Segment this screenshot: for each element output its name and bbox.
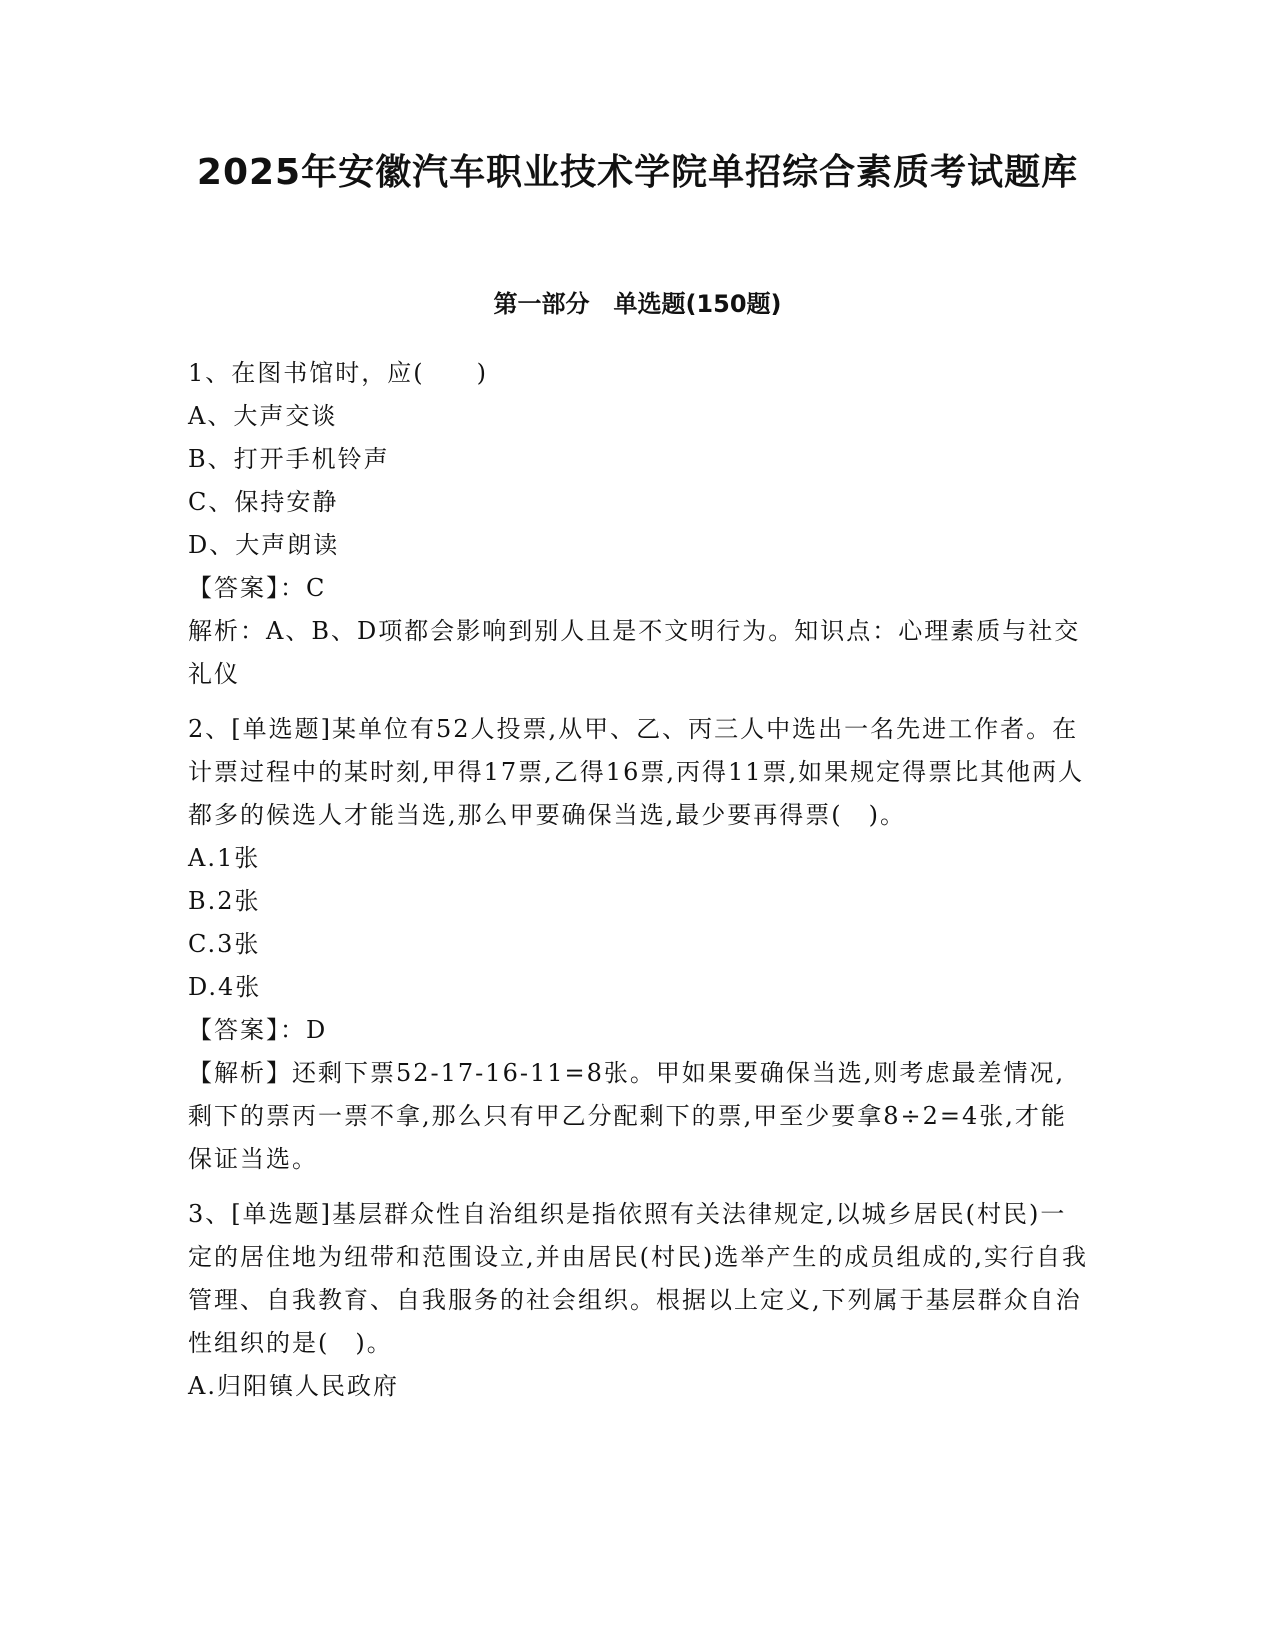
analysis: 解析：A、B、D项都会影响到别人且是不文明行为。知识点：心理素质与社交礼仪 (188, 617, 1081, 688)
analysis: 【解析】还剩下票52-17-16-11=8张。甲如果要确保当选,则考虑最差情况,剩下的票丙一票不拿,那么只有甲乙分配剩下的票,甲至少要拿8÷2=4张,才能保证当选。 (188, 1059, 1067, 1173)
option-a: A.归阳镇人民政府 (188, 1372, 399, 1400)
question-stem: 2、[单选题]某单位有52人投票,从甲、乙、丙三人中选出一名先进工作者。在计票过程中的某时刻,甲得17票,乙得16票,丙得11票,如果规定得票比其他两人都多的候选人才能当选,那么甲要确保当选,最少要再得票( )。 (188, 715, 1085, 829)
option-b: B、打开手机铃声 (188, 445, 390, 473)
question-1 (188, 352, 1088, 696)
option-c: C、保持安静 (188, 488, 339, 516)
question-list (188, 352, 1088, 1420)
option-d: D.4张 (188, 973, 262, 1001)
option-a: A、大声交谈 (188, 402, 338, 430)
option-a: A.1张 (188, 844, 261, 872)
question-2 (188, 708, 1088, 1181)
question-stem: 3、[单选题]基层群众性自治组织是指依照有关法律规定,以城乡居民(村民)一定的居住地为纽带和范围设立,并由居民(村民)选举产生的成员组成的,实行自我管理、自我教育、自我服务的社会组织。根据以上定义,下列属于基层群众自治性组织的是( )。 (188, 1200, 1088, 1357)
option-d: D、大声朗读 (188, 531, 340, 559)
option-c: C.3张 (188, 930, 261, 958)
option-b: B.2张 (188, 887, 261, 915)
document-title: 2025年安徽汽车职业技术学院单招综合素质考试题库 (196, 152, 1079, 193)
question-stem: 1、在图书馆时，应( ) (188, 359, 488, 387)
question-3 (188, 1193, 1088, 1408)
section-title: 第一部分 单选题(150题) (493, 290, 782, 318)
answer: 【答案】：C (188, 574, 327, 602)
answer: 【答案】：D (188, 1016, 328, 1044)
